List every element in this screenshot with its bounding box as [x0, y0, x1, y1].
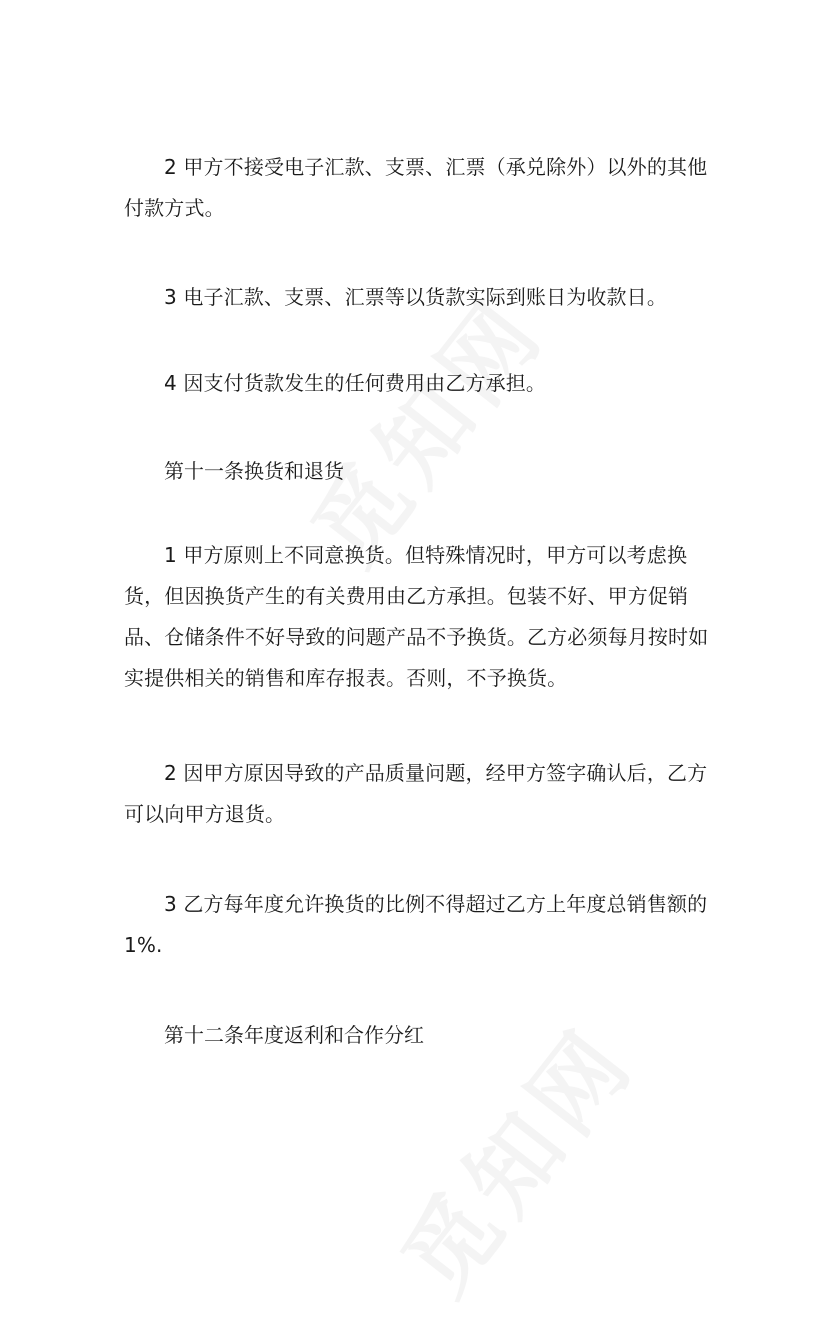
paragraph-return-policy: 2 因甲方原因导致的产品质量问题，经甲方签字确认后，乙方可以向甲方退货。 — [124, 761, 708, 826]
paragraph-payment-methods: 2 甲方不接受电子汇款、支票、汇票（承兑除外）以外的其他付款方式。 — [124, 155, 708, 220]
section-heading-rebate-dividend: 第十二条年度返利和合作分红 — [164, 1023, 424, 1047]
paragraph-exchange-ratio: 3 乙方每年度允许换货的比例不得超过乙方上年度总销售额的1%. — [124, 892, 708, 957]
paragraph-payment-fees: 4 因支付货款发生的任何费用由乙方承担。 — [164, 371, 547, 395]
paragraph-payment-date: 3 电子汇款、支票、汇票等以货款实际到账日为收款日。 — [164, 285, 667, 309]
paragraph-exchange-policy: 1 甲方原则上不同意换货。但特殊情况时，甲方可以考虑换货，但因换货产生的有关费用由乙方承担。包装不好、甲方促销品、仓储条件不好导致的问题产品不予换货。乙方必须每月按时如实提供相关的销售和库存报表。否则，不予换货。 — [124, 543, 709, 690]
section-heading-exchange-return: 第十一条换货和退货 — [164, 459, 344, 483]
